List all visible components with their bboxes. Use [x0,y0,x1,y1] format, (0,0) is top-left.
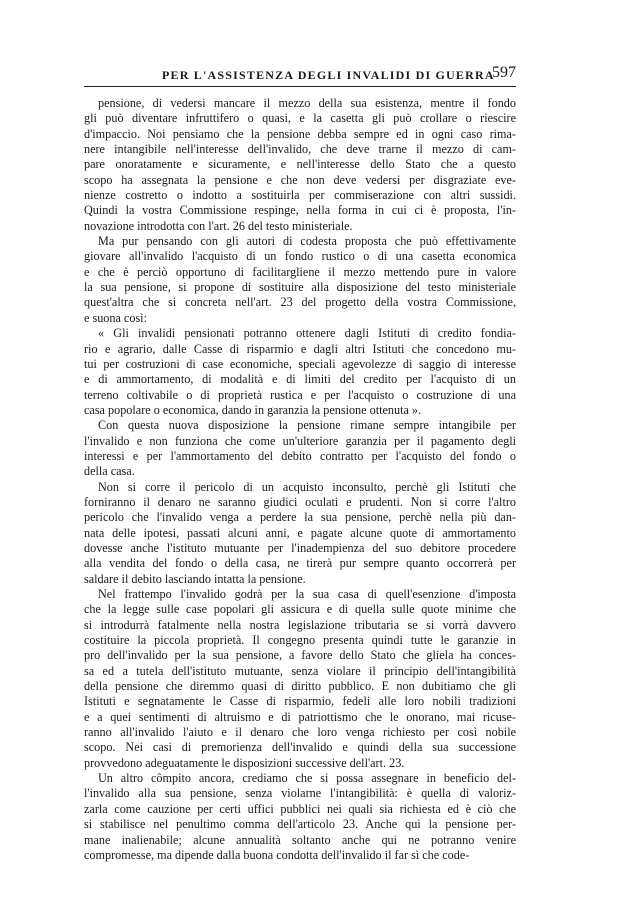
text-line: Quindi la vostra Commissione respinge, nella forma in cui ci è proposta, l'in- [84,203,516,218]
text-line: scopo ha assegnata la pensione e che non deve vedersi per disgraziate eve- [84,172,516,187]
text-line: Un altro cômpito ancora, crediamo che si possa assegnare in beneficio del- [98,771,516,786]
text-line: Ma pur pensando con gli autori di codesta proposta che può effettivamente [98,234,516,249]
text-line: gli può diventare infruttifero o quasi, e la casetta gli può crollare o riescire [84,111,516,126]
page-header [84,64,516,84]
text-line: Istituti e segnatamente le Casse di risparmio, fedeli alle loro nobili tradizioni [84,694,516,709]
text-line: nere intangibile nell'interesse dell'invalido, che deve trarne il mezzo di cam- [84,142,516,157]
text-line: la sua pensione, si propone di sostituire alla disposizione del testo ministeriale [84,280,516,295]
text-line: l'invalido alla sua pensione, senza violarne l'intangibilità: è quella di valoriz- [84,786,516,801]
text-line: e che è perciò opportuno di facilitargliene il mezzo mettendo pure in valore [84,264,516,279]
text-line: si stabilisce nel penultimo comma dell'articolo 23. Anche qui la pensione per- [84,817,516,832]
text-line: che la legge sulle case popolari gli assicura e di quella sulle quote minime che [84,602,516,617]
paragraph [84,418,516,479]
text-line: scopo. Nei casi di premorienza dell'invalido e quindi della sua successione [84,740,516,755]
text-line: ranno all'invalido l'aiuto e il denaro che loro venga richiesto per così nobile [84,725,516,740]
text-line: Nel frattempo l'invalido godrà per la sua casa di quell'esenzione d'imposta [98,587,516,601]
text-line: quest'altra che si concreta nell'art. 23 del progetto della vostra Commissione, [84,295,516,310]
text-line: casa popolare o economica, dando in garanzia la pensione ottenuta ». [84,402,422,417]
text-line: l'invalido e non funziona che come un'ulteriore garanzia per il pagamento degli [84,433,516,448]
text-line: giovare all'invalido l'acquisto di un fondo rustico o di una casetta economica [84,249,516,264]
paragraph [84,480,516,587]
text-line: si introdurrà fatalmente nella nostra legislazione tributaria se si vorrà davvero [84,617,516,632]
text-line: saldare il debito lasciando intatta la pensione. [84,571,306,586]
text-line: pare onoratamente e sicuramente, e nell'interesse dello Stato che a questo [84,157,516,172]
text-line: d'impaccio. Noi pensiamo che la pensione debba sempre ed in ogni caso rima- [84,126,516,141]
text-line: interessi e per l'ammortamento del debito contratto per l'acquisto del fondo o [84,448,516,463]
text-line: rio e agrario, dalle Casse di risparmio e dagli altri Istituti che concedono mu- [84,341,516,356]
text-line: provvedono adeguatamente le disposizioni successive dell'art. 23. [84,755,405,770]
text-line: alla vendita del fondo o della casa, ne tirerà pur sempre quanto occorrerà per [84,556,516,571]
text-line: nata delle ipotesi, passati alcuni anni, e pagate alcune quote di ammortamento [84,525,516,540]
text-line: compromesse, ma dipende dalla buona condotta dell'invalido il far sì che code- [84,847,470,862]
text-line: e di ammortamento, di modalità e di limiti del credito per l'acquisto di un [84,372,516,387]
text-line: e a quei sentimenti di altruismo e di patriottismo che le onorano, mai ricuse- [84,709,516,724]
text-line: forniranno il denaro ne saranno giudici oculati e prudenti. Non si corre l'altro [84,494,516,509]
running-title: PER L'ASSISTENZA DEGLI INVALIDI DI GUERRA [162,68,495,82]
text-line: della pensione che diremmo quasi di diritto pubblico. E non dubitiamo che gli [84,679,516,694]
paragraph [84,587,516,771]
text-line: « Gli invalidi pensionati potranno ottenere dagli Istituti di credito fondia- [98,326,516,341]
text-line: dovesse anche l'istituto mutuante per l'inadempienza del suo debitore procedere [84,540,516,555]
page-number: 597 [492,64,516,81]
text-line: costituire la piccola proprietà. Il congegno presenta quindi tutte le garanzie in [84,633,516,648]
document-body [84,96,516,863]
text-line: tui per costruzioni di case economiche, speciali agevolezze di saggio di interesse [84,356,516,371]
text-line: mane inalienabile; alcune annualità soltanto anche qui ne potranno venire [84,832,516,847]
text-line: Non si corre il pericolo di un acquisto inconsulto, perchè gli Istituti che [98,479,516,494]
text-line: e suona così: [84,310,147,325]
paragraph [84,771,516,863]
paragraph [84,96,516,234]
text-line: pericolo che l'invalido venga a perdere la sua pensione, perchè nella più dan- [84,510,516,525]
text-line: pro dell'invalido per la sua pensione, a favore dello Stato che gliela ha conces- [84,648,516,663]
text-line: sa ed a tutela dell'istituto mutuante, senza violare il principio dell'intangibilità [84,663,516,678]
text-line: terreno coltivabile o di proprietà rustica e per l'acquisto o costruzione di una [84,387,516,402]
header-rule [84,86,516,87]
text-line: zarla come cauzione per certi uffici pubblici nei quali sia richiesta ed è ciò che [84,801,516,816]
text-line: pensione, di vedersi mancare il mezzo della sua esistenza, mentre il fondo [98,96,516,110]
paragraph [84,326,516,418]
text-line: novazione introdotta con l'art. 26 del testo ministeriale. [84,218,353,233]
paragraph [84,234,516,326]
text-line: della casa. [84,464,135,479]
text-line: Con questa nuova disposizione la pensione rimane sempre intangibile per [98,418,516,433]
text-line: nienze costretto o indotto a sostituirla per commiserazione con altri sussidi. [84,188,516,203]
